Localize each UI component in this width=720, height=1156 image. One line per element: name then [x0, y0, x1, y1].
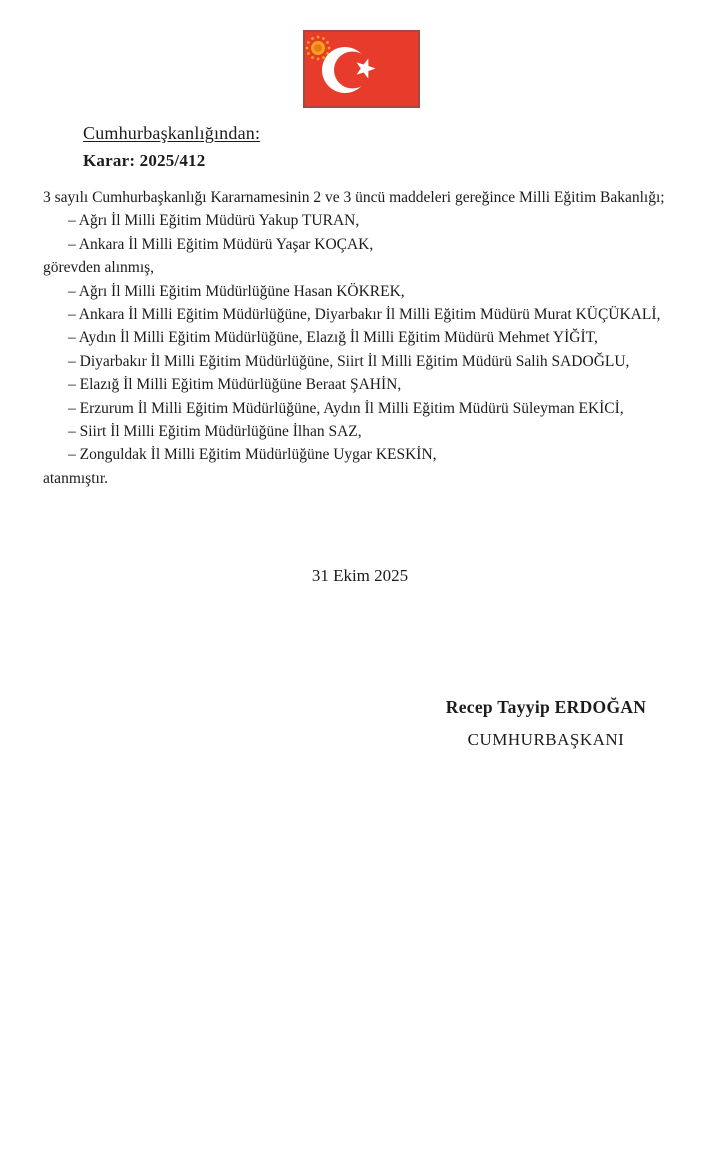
body-paragraph: 3 sayılı Cumhurbaşkanlığı Kararnamesinin 2 ve 3 üncü maddeleri gereğince Milli Eğitim Bakanlığı; — [43, 189, 665, 206]
list-item: – Erzurum İl Milli Eğitim Müdürlüğüne, Aydın İl Milli Eğitim Müdürü Süleyman EKİCİ, — [68, 399, 624, 417]
signature-name: Recep Tayyip ERDOĞAN — [445, 697, 647, 717]
list-item: – Ağrı İl Milli Eğitim Müdürlüğüne Hasan KÖKREK, — [68, 282, 405, 300]
list-item: – Ağrı İl Milli Eğitim Müdürü Yakup TURAN, — [68, 212, 360, 230]
signature-block — [386, 697, 706, 750]
issuing-authority-heading: Cumhurbaşkanlığından: — [83, 123, 261, 143]
body-paragraph: görevden alınmış, — [43, 259, 155, 277]
turkish-flag-icon — [303, 30, 420, 108]
list-item: – Elazığ İl Milli Eğitim Müdürlüğüne Beraat ŞAHİN, — [68, 376, 402, 394]
list-item: – Ankara İl Milli Eğitim Müdürlüğüne, Diyarbakır İl Milli Eğitim Müdürü Murat KÜÇÜKALİ, — [68, 306, 661, 324]
signature-title: CUMHURBAŞKANI — [467, 730, 625, 749]
list-item: – Diyarbakır İl Milli Eğitim Müdürlüğüne, Siirt İl Milli Eğitim Müdürü Salih SADOĞLU, — [68, 352, 630, 370]
list-item: – Aydın İl Milli Eğitim Müdürlüğüne, Elazığ İl Milli Eğitim Müdürü Mehmet YİĞİT, — [68, 329, 598, 347]
decision-body — [43, 186, 668, 490]
turkish-presidential-flag-image — [303, 30, 420, 108]
decision-date: 31 Ekim 2025 — [311, 566, 409, 585]
list-item: – Zonguldak İl Milli Eğitim Müdürlüğüne Uygar KESKİN, — [68, 446, 437, 464]
list-item: – Ankara İl Milli Eğitim Müdürü Yaşar KOÇAK, — [68, 235, 374, 253]
decision-number: Karar: 2025/412 — [83, 151, 206, 170]
list-item: – Siirt İl Milli Eğitim Müdürlüğüne İlhan SAZ, — [68, 423, 362, 441]
body-paragraph: atanmıştır. — [43, 469, 109, 487]
